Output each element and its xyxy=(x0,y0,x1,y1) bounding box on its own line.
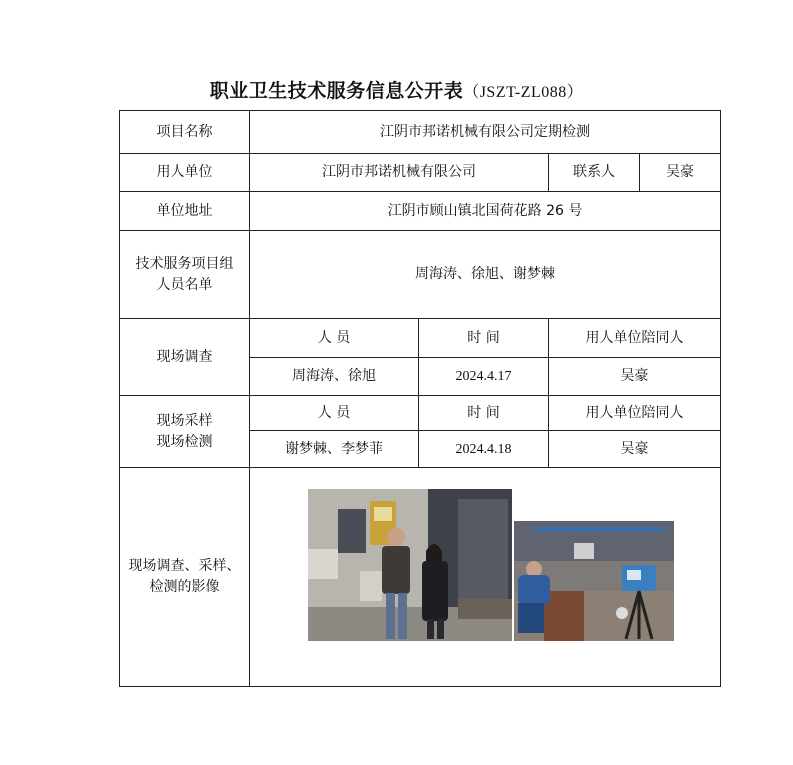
site-survey-photo xyxy=(308,489,512,641)
survey-header-date: 时 间 xyxy=(419,319,549,358)
images-label xyxy=(120,468,250,687)
sampling-people: 谢梦棘、李梦菲 xyxy=(250,431,419,468)
survey-header-escort: 用人单位陪同人 xyxy=(549,319,721,358)
survey-people: 周海涛、徐旭 xyxy=(250,358,419,396)
row-employer xyxy=(120,154,721,192)
survey-label: 现场调查 xyxy=(120,319,250,396)
sampling-photo xyxy=(514,521,674,641)
title-main: 职业卫生技术服务信息公开表 xyxy=(209,80,464,102)
images-label-text: 现场调查、采样、 检测的影像 xyxy=(128,558,241,595)
sampling-escort: 吴豪 xyxy=(549,431,721,468)
team-label xyxy=(120,231,250,319)
sampling-header-people: 人 员 xyxy=(250,396,419,431)
row-team xyxy=(120,231,721,319)
project-value: 江阴市邦诺机械有限公司定期检测 xyxy=(250,111,721,154)
document-title xyxy=(0,76,793,103)
row-sampling-header xyxy=(120,396,721,431)
title-code: （JSZT-ZL088） xyxy=(463,84,584,101)
project-label: 项目名称 xyxy=(120,111,250,154)
employer-value: 江阴市邦诺机械有限公司 xyxy=(250,154,549,192)
photo-area xyxy=(250,468,720,686)
sampling-header-escort: 用人单位陪同人 xyxy=(549,396,721,431)
address-label: 单位地址 xyxy=(120,192,250,231)
images-cell xyxy=(250,468,721,687)
sampling-date: 2024.4.18 xyxy=(419,431,549,468)
sampling-label xyxy=(120,396,250,468)
sampling-header-date: 时 间 xyxy=(419,396,549,431)
row-address xyxy=(120,192,721,231)
team-label-text: 技术服务项目组 人员名单 xyxy=(135,255,234,293)
sampling-label-line1: 现场采样 xyxy=(156,412,213,429)
contact-value: 吴豪 xyxy=(640,154,721,192)
info-table xyxy=(119,110,721,687)
row-survey-header xyxy=(120,319,721,358)
address-value: 江阴市顾山镇北国荷花路 26 号 xyxy=(250,192,721,231)
contact-label: 联系人 xyxy=(549,154,640,192)
sampling-label-line2: 现场检测 xyxy=(156,433,213,450)
row-images xyxy=(120,468,721,687)
survey-date: 2024.4.17 xyxy=(419,358,549,396)
survey-header-people: 人 员 xyxy=(250,319,419,358)
employer-label: 用人单位 xyxy=(120,154,250,192)
row-project xyxy=(120,111,721,154)
survey-escort: 吴豪 xyxy=(549,358,721,396)
team-value: 周海涛、徐旭、谢梦棘 xyxy=(250,231,721,319)
